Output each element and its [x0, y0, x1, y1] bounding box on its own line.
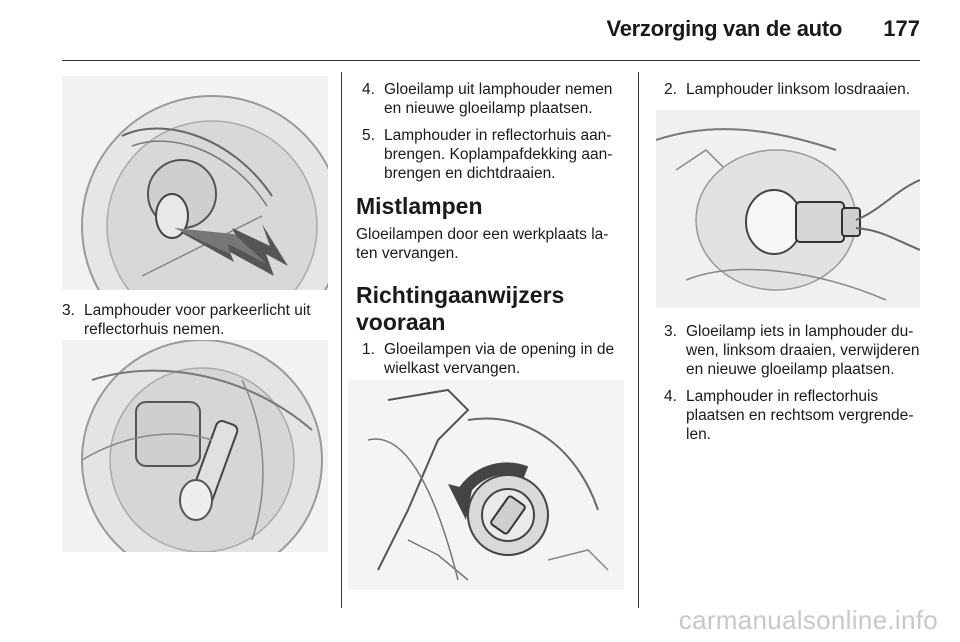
column-divider-right — [638, 72, 639, 608]
right-steps-list-bottom — [664, 322, 922, 452]
step-text: Gloeilamp iets in lamphouder duwen, linksom draaien, verwijderen en nieuwe gloeilamp plaatsen. — [686, 323, 920, 378]
right-steps-list-top — [664, 80, 920, 107]
running-header-title: Verzorging van de auto — [606, 16, 842, 41]
step-5-mount-holder — [362, 126, 626, 183]
step-text: Gloeilamp uit lamphouder nemen en nieuwe gloeilamp plaatsen. — [384, 81, 613, 117]
reflector-lamp-holder-drawing — [62, 340, 328, 552]
page-number: 177 — [883, 16, 920, 41]
step-3-remove-bulb — [664, 322, 922, 379]
step-4-refit-holder — [664, 387, 922, 444]
step-4-replace-bulb — [362, 80, 626, 118]
step-text: Lamphouder in reflectorhuis plaatsen en rechtsom vergrendelen. — [686, 388, 914, 443]
step-number: 4. — [362, 81, 375, 98]
step-number: 2. — [664, 81, 677, 98]
parking-light-bulb-illustration — [62, 76, 328, 290]
step-3-parking-light — [62, 301, 330, 339]
step-text: Gloeilampen via de opening in de wielkast vervangen. — [384, 341, 615, 377]
step-text: Lamphouder linksom losdraaien. — [686, 81, 911, 98]
indicator-bulb-holder-drawing — [656, 110, 920, 308]
heading-richtingaanwijzers: Richtingaanwijzers vooraan — [356, 282, 565, 335]
step-number: 3. — [62, 302, 75, 319]
step-2-unscrew-holder — [664, 80, 920, 99]
step-text: Lamphouder in reflectorhuis aanbrengen. Koplampafdekking aanbrengen en dichtdraaien. — [384, 127, 613, 182]
parking-light-bulb-drawing — [62, 76, 328, 290]
column-divider-left — [341, 72, 342, 608]
reflector-lamp-holder-illustration — [62, 340, 328, 552]
step-number: 1. — [362, 341, 375, 358]
mistlampen-text: Gloeilampen door een werkplaats laten vervangen. — [356, 226, 609, 262]
indicator-bulb-holder-illustration — [656, 110, 920, 308]
header-rule — [62, 60, 920, 61]
step-number: 3. — [664, 323, 677, 340]
step-number: 4. — [664, 388, 677, 405]
wheel-arch-opening-illustration — [348, 380, 624, 590]
step-text: Lamphouder voor parkeerlicht uit reflectorhuis nemen. — [84, 302, 311, 338]
step-number: 5. — [362, 127, 375, 144]
step-1-indicator-bulbs — [362, 340, 626, 378]
watermark: carmanualsonline.info — [678, 605, 938, 635]
middle-steps-list — [362, 80, 626, 191]
wheel-arch-opening-drawing — [348, 380, 624, 590]
heading-mistlampen: Mistlampen — [356, 193, 483, 219]
